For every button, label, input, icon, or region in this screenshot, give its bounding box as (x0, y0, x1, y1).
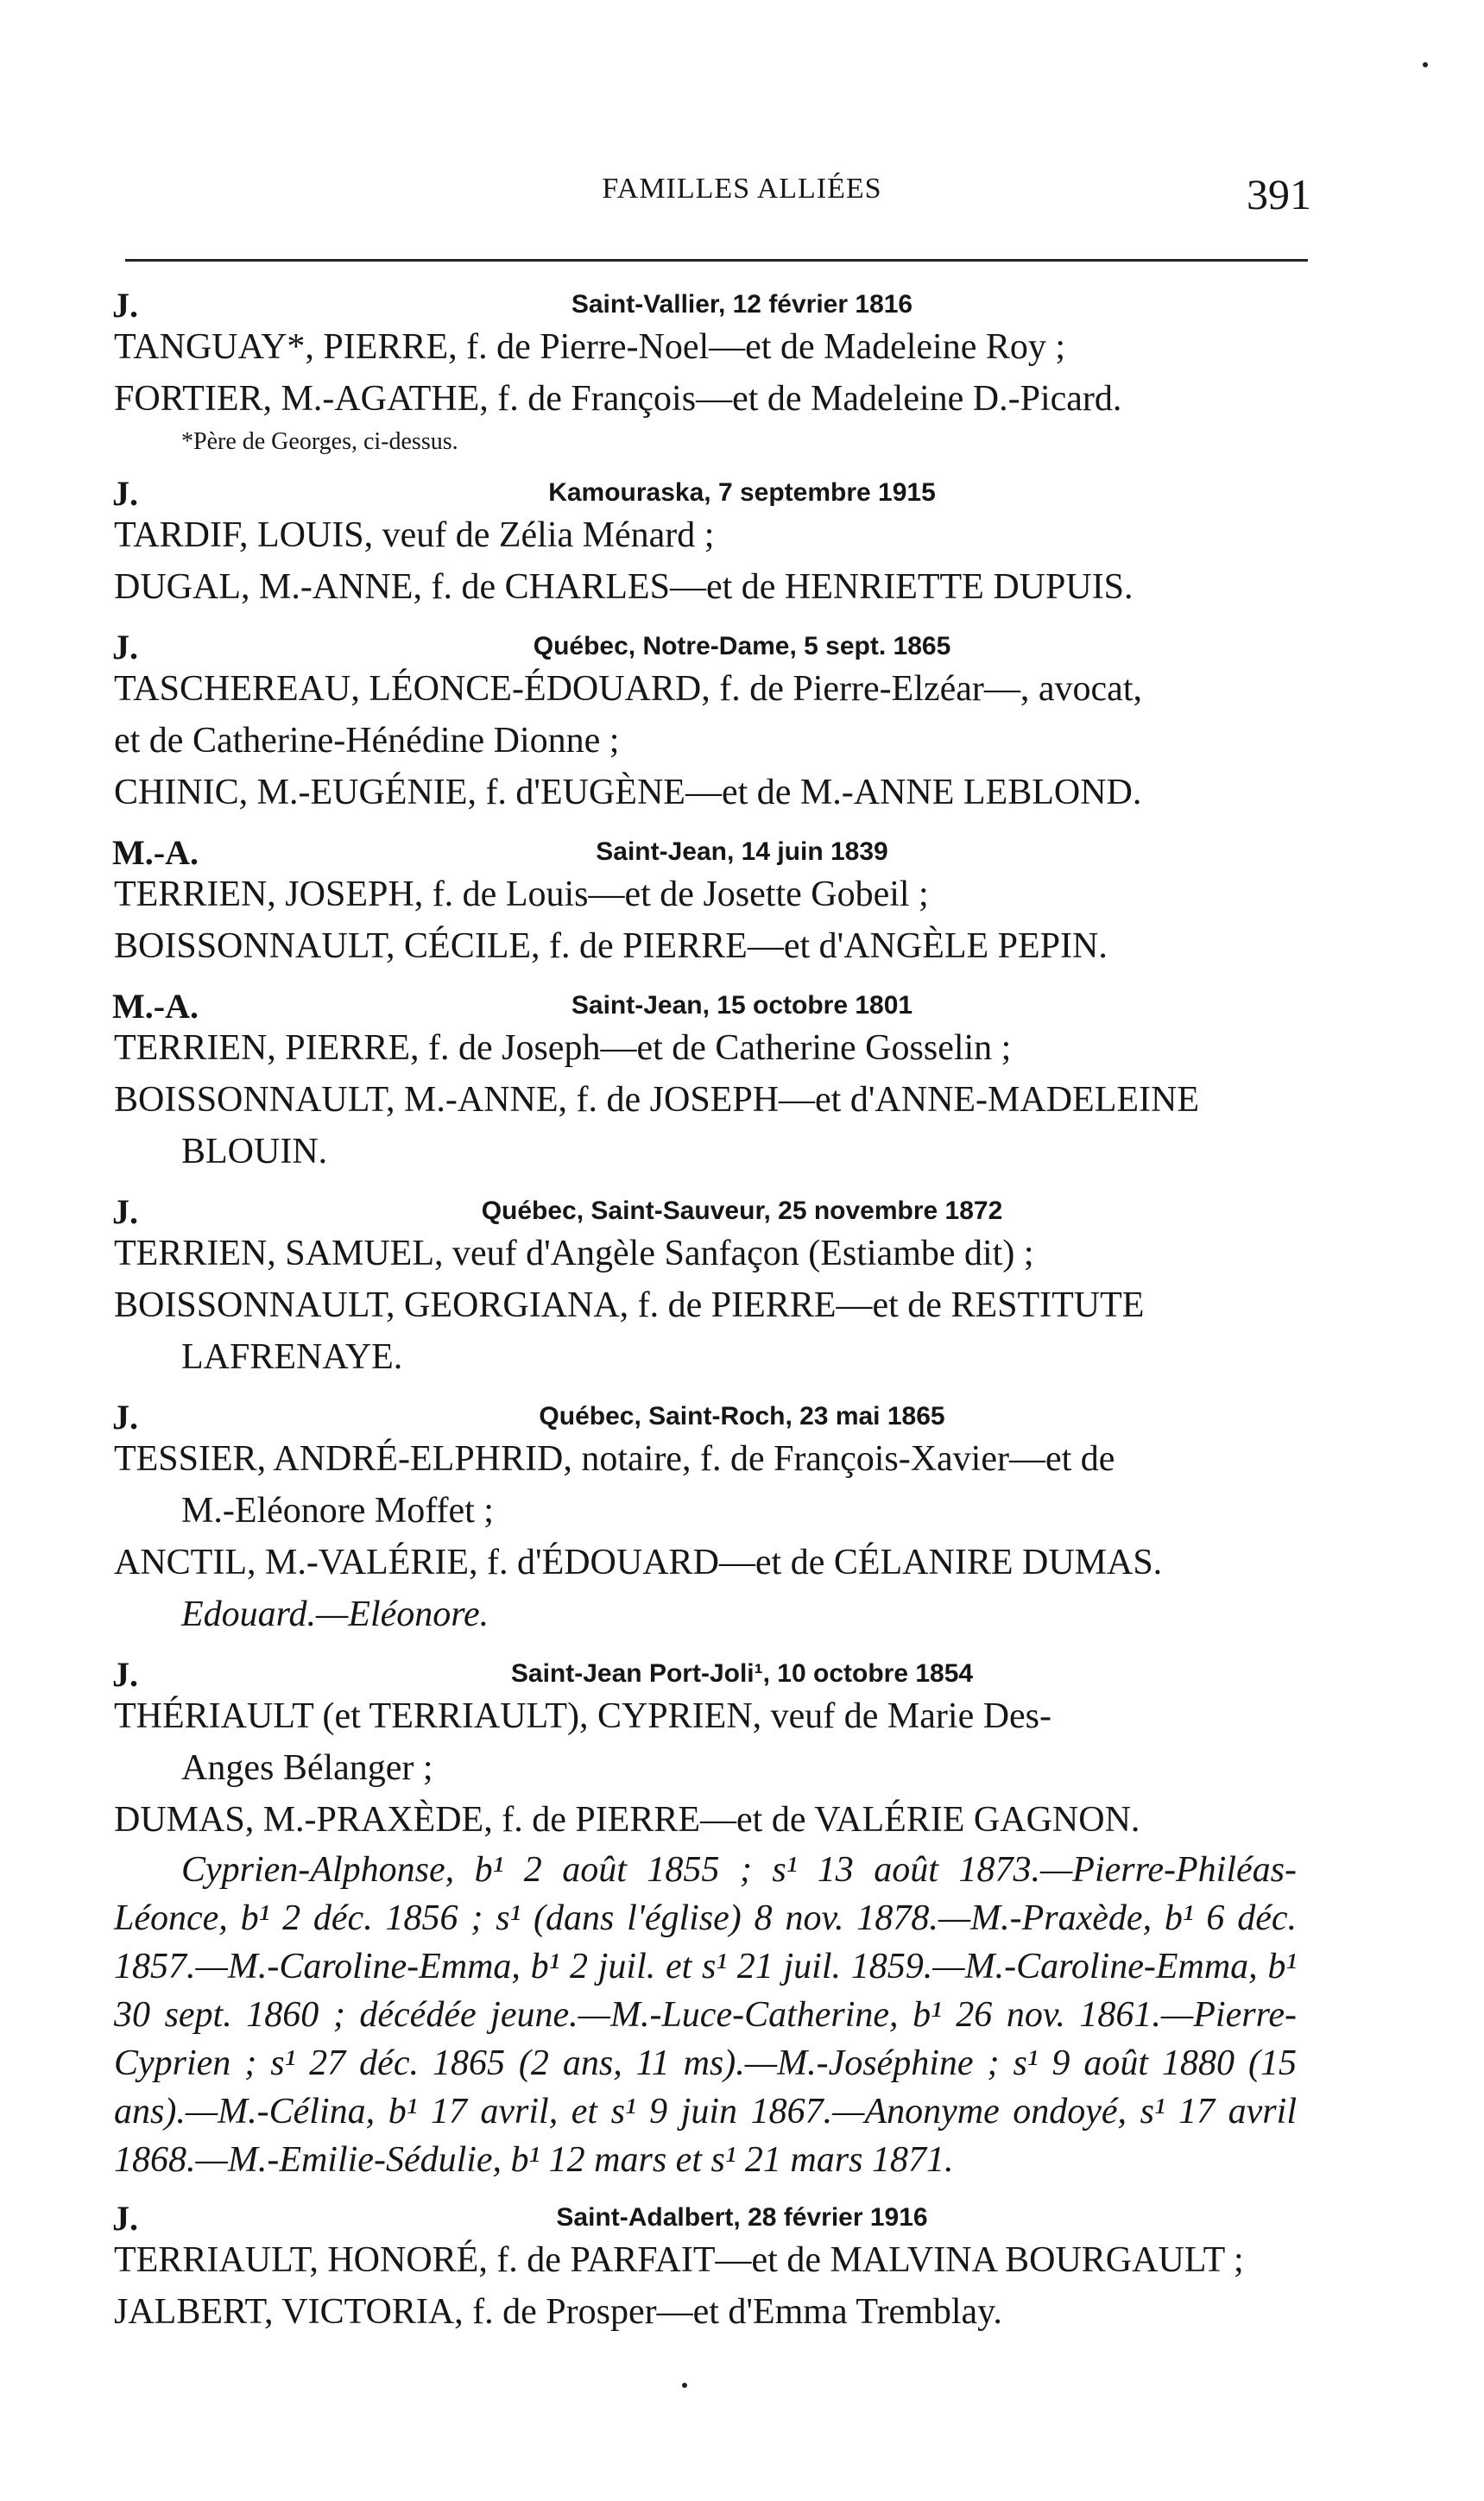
bride-line: JALBERT, VICTORIA, f. de Prosper—et d'Emma Tremblay. (114, 2292, 1002, 2332)
marriage-entry (0, 1385, 1484, 1640)
bride-line-continued: BLOUIN. (181, 1132, 328, 1172)
children-line: Edouard.—Eléonore. (181, 1595, 489, 1634)
bride-line: BOISSONNAULT, GEORGIANA, f. de PIERRE—et de RESTITUTE (114, 1285, 1145, 1325)
groom-line: THÉRIAULT (et TERRIAULT), CYPRIEN, veuf de Marie Des- (114, 1696, 1052, 1736)
groom-line: TASCHEREAU, LÉONCE-ÉDOUARD, f. de Pierre-Elzéar—, avocat, (114, 669, 1142, 709)
entry-author: J. (112, 628, 138, 666)
entry-meta (0, 1642, 1484, 1694)
entry-place-date: Saint-Jean, 14 juin 1839 (596, 837, 888, 866)
entry-place-date: Kamouraska, 7 septembre 1915 (548, 478, 936, 507)
marriage-entry (0, 820, 1484, 972)
entry-meta (0, 2186, 1484, 2238)
entry-meta (0, 461, 1484, 513)
bride-line: BOISSONNAULT, CÉCILE, f. de PIERRE—et d'ANGÈLE PEPIN. (114, 926, 1108, 966)
bride-line: DUGAL, M.-ANNE, f. de CHARLES—et de HENRIETTE DUPUIS. (114, 567, 1134, 607)
page-header (0, 157, 1484, 218)
entry-meta (0, 820, 1484, 872)
entry-author: J. (112, 474, 138, 513)
marriage-entry (0, 615, 1484, 818)
children-paragraph: Cyprien-Alphonse, b¹ 2 août 1855 ; s¹ 13 août 1873.—Pierre-Philéas-Léonce, b¹ 2 déc. 1856 ; s¹ (dans l'église) 8 nov. 1878.—M.-Praxède, b¹ 6 déc. 1857.—M.-Caroline-Emma, b¹ 2 juil. et s¹ 21 juil. 1859.—M.-Caroline-Emma, b¹ 30 sept. 1860 ; décédée jeune.—M.-Luce-Catherine, b¹ 26 nov. 1861.—Pierre-Cyprien ; s¹ 27 déc. 1865 (2 ans, 11 ms).—M.-Joséphine ; s¹ 9 août 1880 (15 ans).—M.-Célina, b¹ 17 avril, et s¹ 9 juin 1867.—Anonyme ondoyé, s¹ 17 avril 1868.—M.-Emilie-Sédulie, b¹ 12 mars et s¹ 21 mars 1871. (114, 1850, 1297, 2180)
entry-meta (0, 273, 1484, 325)
entry-author: J. (112, 2199, 138, 2238)
page-number: 391 (1247, 170, 1311, 218)
entry-place-date: Saint-Adalbert, 28 février 1916 (556, 2203, 928, 2232)
marriage-entry (0, 974, 1484, 1178)
groom-line: TANGUAY*, PIERRE, f. de Pierre-Noel—et de Madeleine Roy ; (114, 327, 1066, 367)
entry-meta (0, 615, 1484, 666)
bride-line: FORTIER, M.-AGATHE, f. de François—et de Madeleine D.-Picard. (114, 379, 1122, 419)
marriage-entry (0, 1179, 1484, 1383)
entry-author: M.-A. (112, 987, 199, 1026)
entry-author: M.-A. (112, 833, 199, 872)
entry-author: J. (112, 286, 138, 325)
marriage-register (0, 273, 1484, 2340)
bride-line: BOISSONNAULT, M.-ANNE, f. de JOSEPH—et d'ANNE-MADELEINE (114, 1080, 1199, 1120)
entry-place-date: Saint-Jean, 15 octobre 1801 (571, 991, 913, 1020)
bride-line: ANCTIL, M.-VALÉRIE, f. d'ÉDOUARD—et de CÉLANIRE DUMAS. (114, 1543, 1163, 1582)
entry-place-date: Québec, Saint-Sauveur, 25 novembre 1872 (481, 1197, 1003, 1225)
marriage-entry (0, 1642, 1484, 2184)
entry-meta (0, 1385, 1484, 1437)
groom-line: TARDIF, LOUIS, veuf de Zélia Ménard ; (114, 515, 715, 555)
entry-author: J. (112, 1398, 138, 1437)
groom-line: TERRIEN, PIERRE, f. de Joseph—et de Catherine Gosselin ; (114, 1028, 1012, 1068)
entry-meta (0, 1179, 1484, 1231)
marriage-entry (0, 2186, 1484, 2338)
groom-line: TESSIER, ANDRÉ-ELPHRID, notaire, f. de François-Xavier—et de (114, 1439, 1115, 1479)
marriage-entry (0, 273, 1484, 459)
groom-line-continued: Anges Bélanger ; (181, 1748, 433, 1788)
groom-line: TERRIEN, SAMUEL, veuf d'Angèle Sanfaçon (Estiambe dit) ; (114, 1234, 1034, 1273)
bride-line: DUMAS, M.-PRAXÈDE, f. de PIERRE—et de VALÉRIE GAGNON. (114, 1800, 1140, 1840)
groom-line: TERRIAULT, HONORÉ, f. de PARFAIT—et de MALVINA BOURGAULT ; (114, 2240, 1244, 2280)
marriage-entry (0, 461, 1484, 613)
entry-place-date: Saint-Jean Port-Joli¹, 10 octobre 1854 (510, 1659, 974, 1688)
groom-line-continued: et de Catherine-Hénédine Dionne ; (114, 721, 620, 761)
entry-meta (0, 974, 1484, 1026)
groom-line-continued: M.-Eléonore Moffet ; (181, 1491, 494, 1531)
entry-place-date: Saint-Vallier, 12 février 1816 (571, 290, 913, 319)
groom-line: TERRIEN, JOSEPH, f. de Louis—et de Josette Gobeil ; (114, 875, 929, 914)
entry-author: J. (112, 1655, 138, 1694)
entry-author: J. (112, 1192, 138, 1231)
entry-place-date: Québec, Notre-Dame, 5 sept. 1865 (533, 632, 951, 660)
print-speck (682, 2383, 687, 2388)
print-speck (1423, 62, 1428, 67)
entry-place-date: Québec, Saint-Roch, 23 mai 1865 (539, 1402, 945, 1430)
bride-line: CHINIC, M.-EUGÉNIE, f. d'EUGÈNE—et de M.-ANNE LEBLOND. (114, 773, 1142, 812)
bride-line-continued: LAFRENAYE. (181, 1337, 403, 1377)
header-rule (125, 259, 1308, 262)
entry-footnote: *Père de Georges, ci-dessus. (181, 428, 458, 455)
running-title: FAMILLES ALLIÉES (602, 173, 882, 205)
